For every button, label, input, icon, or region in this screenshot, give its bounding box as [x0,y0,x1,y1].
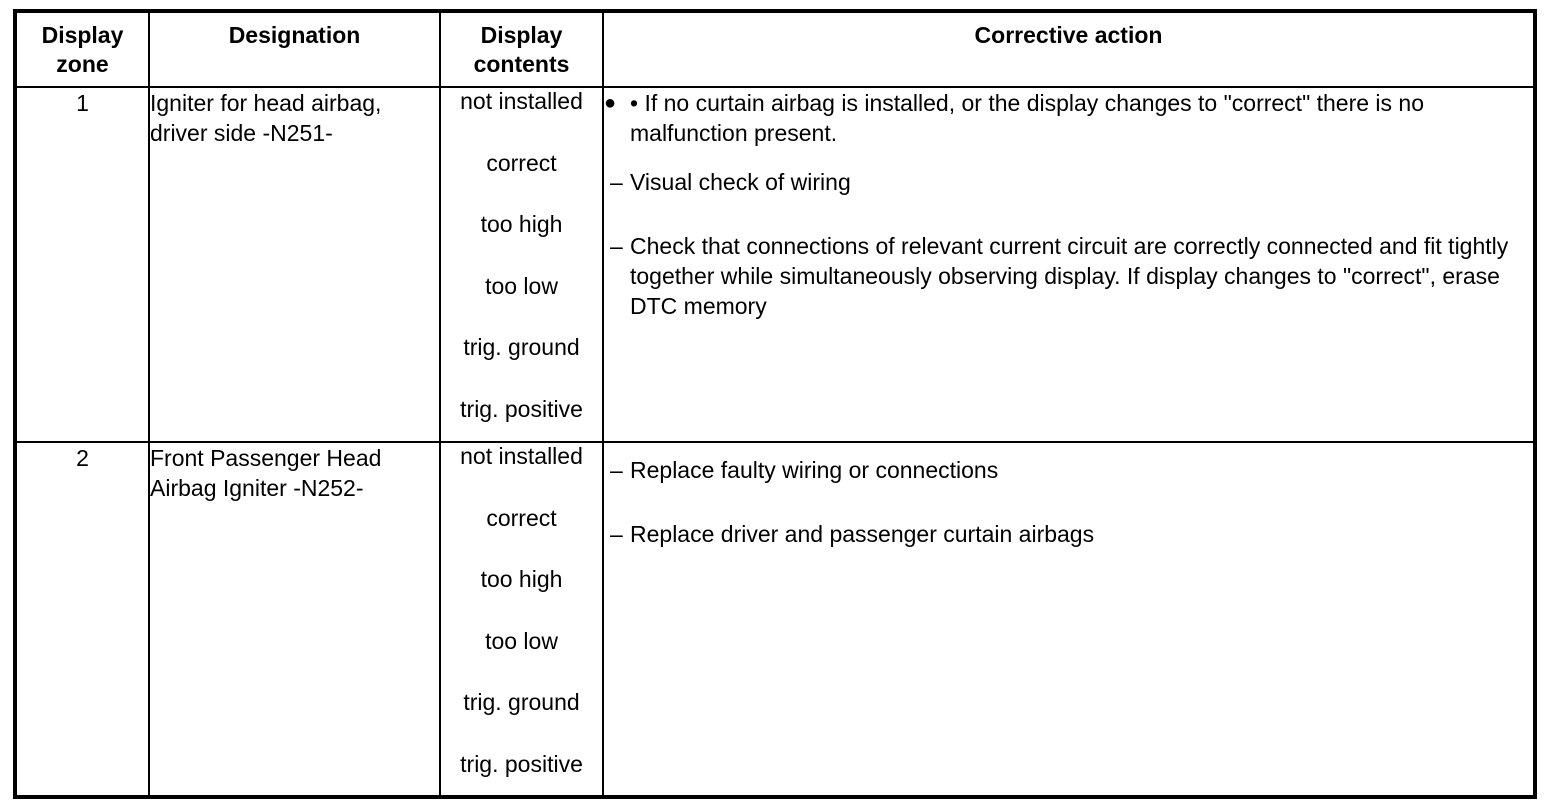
display-value: correct [486,149,557,176]
display-value: too high [480,566,563,592]
table-row [15,442,1535,797]
action-step [604,167,1533,197]
note-item [604,88,1533,148]
corrective-action-cell [603,87,1535,442]
display-value: too low [485,627,558,654]
header-corrective-action: Corrective action [603,11,1535,87]
action-step-text: Replace faulty wiring or connections [630,457,999,483]
note-text: • If no curtain airbag is installed, or the display changes to "correct" there is no malfunction present. [630,90,1425,146]
designation-cell: Front Passenger Head Airbag Igniter -N252- [149,442,440,797]
action-step [604,231,1533,321]
dash-icon: – [610,457,623,483]
dash-icon: – [610,169,623,195]
action-step [604,455,1533,485]
diagnostic-table [13,9,1537,799]
action-step-text: Visual check of wiring [630,169,851,195]
action-step-text: Replace driver and passenger curtain airbags [630,521,1095,547]
dash-icon: – [610,233,623,259]
header-row [15,11,1535,87]
display-value: trig. ground [463,689,580,715]
display-value: correct [486,504,557,531]
display-contents-cell [440,87,603,442]
display-value: trig. positive [460,395,583,422]
display-value: trig. ground [463,334,580,360]
designation-cell: Igniter for head airbag, driver side -N251- [149,87,440,442]
display-zone-cell: 2 [15,442,149,797]
header-designation: Designation [149,11,440,87]
action-step-text: Check that connections of relevant current circuit are correctly connected and fit tightly together while simultaneously observing display. If display changes to "correct", erase DTC memory [630,233,1509,319]
dash-icon: – [610,521,623,547]
display-value: trig. positive [460,750,583,777]
display-contents-cell [440,442,603,797]
header-display-zone: Display zone [15,11,149,87]
display-value: too high [480,211,563,237]
action-step [604,519,1533,549]
corrective-action-cell [603,442,1535,797]
display-value: too low [485,272,558,299]
display-value: not installed [460,88,583,114]
display-value: not installed [460,443,583,469]
header-display-contents: Display contents [440,11,603,87]
table-row [15,87,1535,442]
bullet-icon: ● [604,92,617,114]
display-zone-cell: 1 [15,87,149,442]
